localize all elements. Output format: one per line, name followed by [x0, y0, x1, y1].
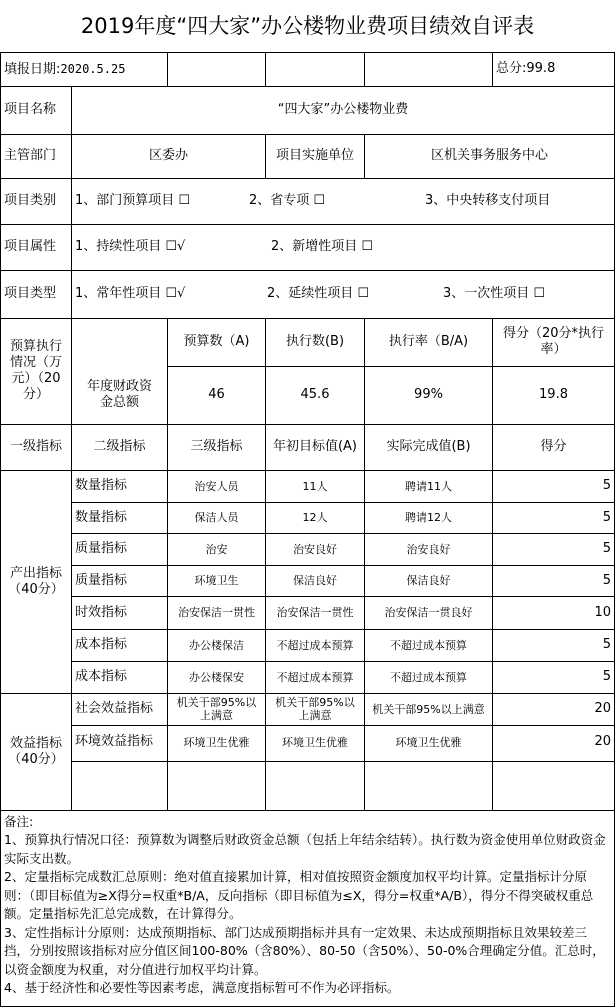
header-level2: 二级指标 [72, 424, 168, 470]
output-row-target: 不超过成本预算 [266, 629, 365, 661]
output-row-level3: 办公楼保安 [168, 661, 266, 693]
note-item: 1、预算执行情况口径：预算数为调整后财政资金总额（包括上年结余结转）。执行数为资金使用单位财政资金实际支出数。 [4, 832, 606, 866]
budget-header-planned: 预算数（A) [168, 318, 266, 366]
output-row-level2: 质量指标 [72, 533, 168, 565]
notes-heading: 备注: [4, 813, 34, 829]
output-row-target: 保洁良好 [266, 565, 365, 596]
blank-cell [72, 761, 168, 810]
page-title: 2019年度“四大家”办公楼物业费项目绩效自评表 [1, 0, 615, 52]
type-options [72, 270, 615, 318]
budget-value-planned: 46 [168, 366, 266, 424]
output-row-actual: 不超过成本预算 [365, 629, 493, 661]
output-row-score: 5 [493, 565, 615, 596]
type-option-once: 3、一次性项目 ☐ [443, 286, 546, 301]
blank-cell [168, 52, 266, 86]
report-date-label: 填报日期: [4, 61, 61, 77]
output-label: 产出指标（40分） [1, 470, 72, 693]
output-row-target: 11人 [266, 470, 365, 502]
type-option-regular: 1、常年性项目 ☐√ [75, 286, 186, 301]
output-row-level2: 成本指标 [72, 629, 168, 661]
total-score-cell [493, 52, 615, 86]
project-name-label: 项目名称 [1, 86, 72, 134]
output-row-level3: 保洁人员 [168, 502, 266, 533]
header-actual: 实际完成值(B) [365, 424, 493, 470]
report-date-value: 2020.5.25 [60, 61, 126, 76]
budget-label: 预算执行情况（万元）（20分） [1, 318, 72, 424]
output-row-level3: 治安 [168, 533, 266, 565]
budget-row-label: 年度财政资金总额 [72, 366, 168, 424]
output-row-target: 治安保洁一贯性 [266, 596, 365, 629]
attribute-label: 项目属性 [1, 224, 72, 270]
output-row-level3: 治安保洁一贯性 [168, 596, 266, 629]
budget-value-executed: 45.6 [266, 366, 365, 424]
output-row-actual: 不超过成本预算 [365, 661, 493, 693]
benefit-row-target: 机关干部95%以上满意 [266, 693, 365, 725]
benefit-row-level3: 环境卫生优雅 [168, 725, 266, 761]
output-row-score: 5 [493, 661, 615, 693]
benefit-row-actual: 环境卫生优雅 [365, 725, 493, 761]
output-row-level2: 时效指标 [72, 596, 168, 629]
type-label: 项目类型 [1, 270, 72, 318]
benefit-row-level2: 社会效益指标 [72, 693, 168, 725]
budget-header-executed: 执行数(B) [266, 318, 365, 366]
category-option-central: 3、中央转移支付项目 [425, 193, 551, 208]
attribute-option-new: 2、新增性项目 ☐ [271, 239, 374, 254]
note-item: 3、定性指标计分原则：达成预期指标、部门达成预期指标并具有一定效果、未达成预期指标且效果较差三挡，分别按照该指标对应分值区间100-80%（含80%）、80-50（含50%）、50-0%合理确定分值。汇总时，以资金额度为权重，对分值进行加权平均计算。 [4, 924, 605, 977]
total-score-value: 99.8 [526, 61, 556, 76]
report-date-cell [1, 52, 168, 86]
header-score: 得分 [493, 424, 615, 470]
blank-cell [493, 761, 615, 810]
benefit-row-target: 环境卫生优雅 [266, 725, 365, 761]
type-option-extended: 2、延续性项目 ☐ [267, 286, 370, 301]
output-row-actual: 聘请11人 [365, 470, 493, 502]
blank-cell [266, 52, 365, 86]
output-row-score: 5 [493, 470, 615, 502]
blank-cell [72, 318, 168, 366]
header-level3: 三级指标 [168, 424, 266, 470]
dept-value: 区委办 [72, 134, 266, 178]
output-row-target: 治安良好 [266, 533, 365, 565]
budget-header-score: 得分（20分*执行率） [493, 318, 615, 366]
budget-header-rate: 执行率（B/A) [365, 318, 493, 366]
category-option-dept: 1、部门预算项目 ☐ [75, 193, 191, 208]
output-row-actual: 治安保洁一贯良好 [365, 596, 493, 629]
blank-cell [365, 52, 493, 86]
output-row-level3: 环境卫生 [168, 565, 266, 596]
benefit-row-score: 20 [493, 725, 615, 761]
notes-block [1, 810, 615, 1006]
blank-cell [365, 761, 493, 810]
header-level1: 一级指标 [1, 424, 72, 470]
attribute-options [72, 224, 615, 270]
impl-unit-value: 区机关事务服务中心 [365, 134, 615, 178]
output-row-level2: 成本指标 [72, 661, 168, 693]
output-row-level2: 质量指标 [72, 565, 168, 596]
output-row-actual: 聘请12人 [365, 502, 493, 533]
benefit-row-score: 20 [493, 693, 615, 725]
note-item: 4、基于经济性和必要性等因素考虑，满意度指标暂可不作为必评指标。 [4, 980, 400, 995]
note-item: 2、定量指标完成数汇总原则：绝对值直接累加计算，相对值按照资金额度加权平均计算。定量指标计分原则：（即目标值为≥X得分=权重*B/A，反向指标（即目标值为≤X，得分=权重*A/B），得分不得突破权重总额。定量指标先汇总完成数，在计算得分。 [4, 869, 594, 921]
category-options [72, 178, 615, 224]
output-row-target: 12人 [266, 502, 365, 533]
dept-label: 主管部门 [1, 134, 72, 178]
benefit-row-level2: 环境效益指标 [72, 725, 168, 761]
benefit-row-level3: 机关干部95%以上满意 [168, 693, 266, 725]
header-target: 年初目标值(A) [266, 424, 365, 470]
attribute-option-continuing: 1、持续性项目 ☐√ [75, 239, 186, 254]
budget-value-rate: 99% [365, 366, 493, 424]
blank-cell [168, 761, 266, 810]
budget-value-score: 19.8 [493, 366, 615, 424]
output-row-actual: 保洁良好 [365, 565, 493, 596]
total-score-label: 总分: [496, 61, 527, 76]
output-row-score: 10 [493, 596, 615, 629]
blank-cell [266, 761, 365, 810]
output-row-actual: 治安良好 [365, 533, 493, 565]
project-name-value: “四大家”办公楼物业费 [72, 86, 615, 134]
output-row-score: 5 [493, 629, 615, 661]
benefit-row-actual: 机关干部95%以上满意 [365, 693, 493, 725]
impl-unit-label: 项目实施单位 [266, 134, 365, 178]
output-row-level3: 治安人员 [168, 470, 266, 502]
output-row-score: 5 [493, 533, 615, 565]
output-row-level2: 数量指标 [72, 470, 168, 502]
output-row-level2: 数量指标 [72, 502, 168, 533]
output-row-target: 不超过成本预算 [266, 661, 365, 693]
output-row-level3: 办公楼保洁 [168, 629, 266, 661]
benefit-label: 效益指标（40分） [1, 693, 72, 810]
output-row-score: 5 [493, 502, 615, 533]
category-label: 项目类别 [1, 178, 72, 224]
category-option-province: 2、省专项 ☐ [249, 193, 326, 208]
